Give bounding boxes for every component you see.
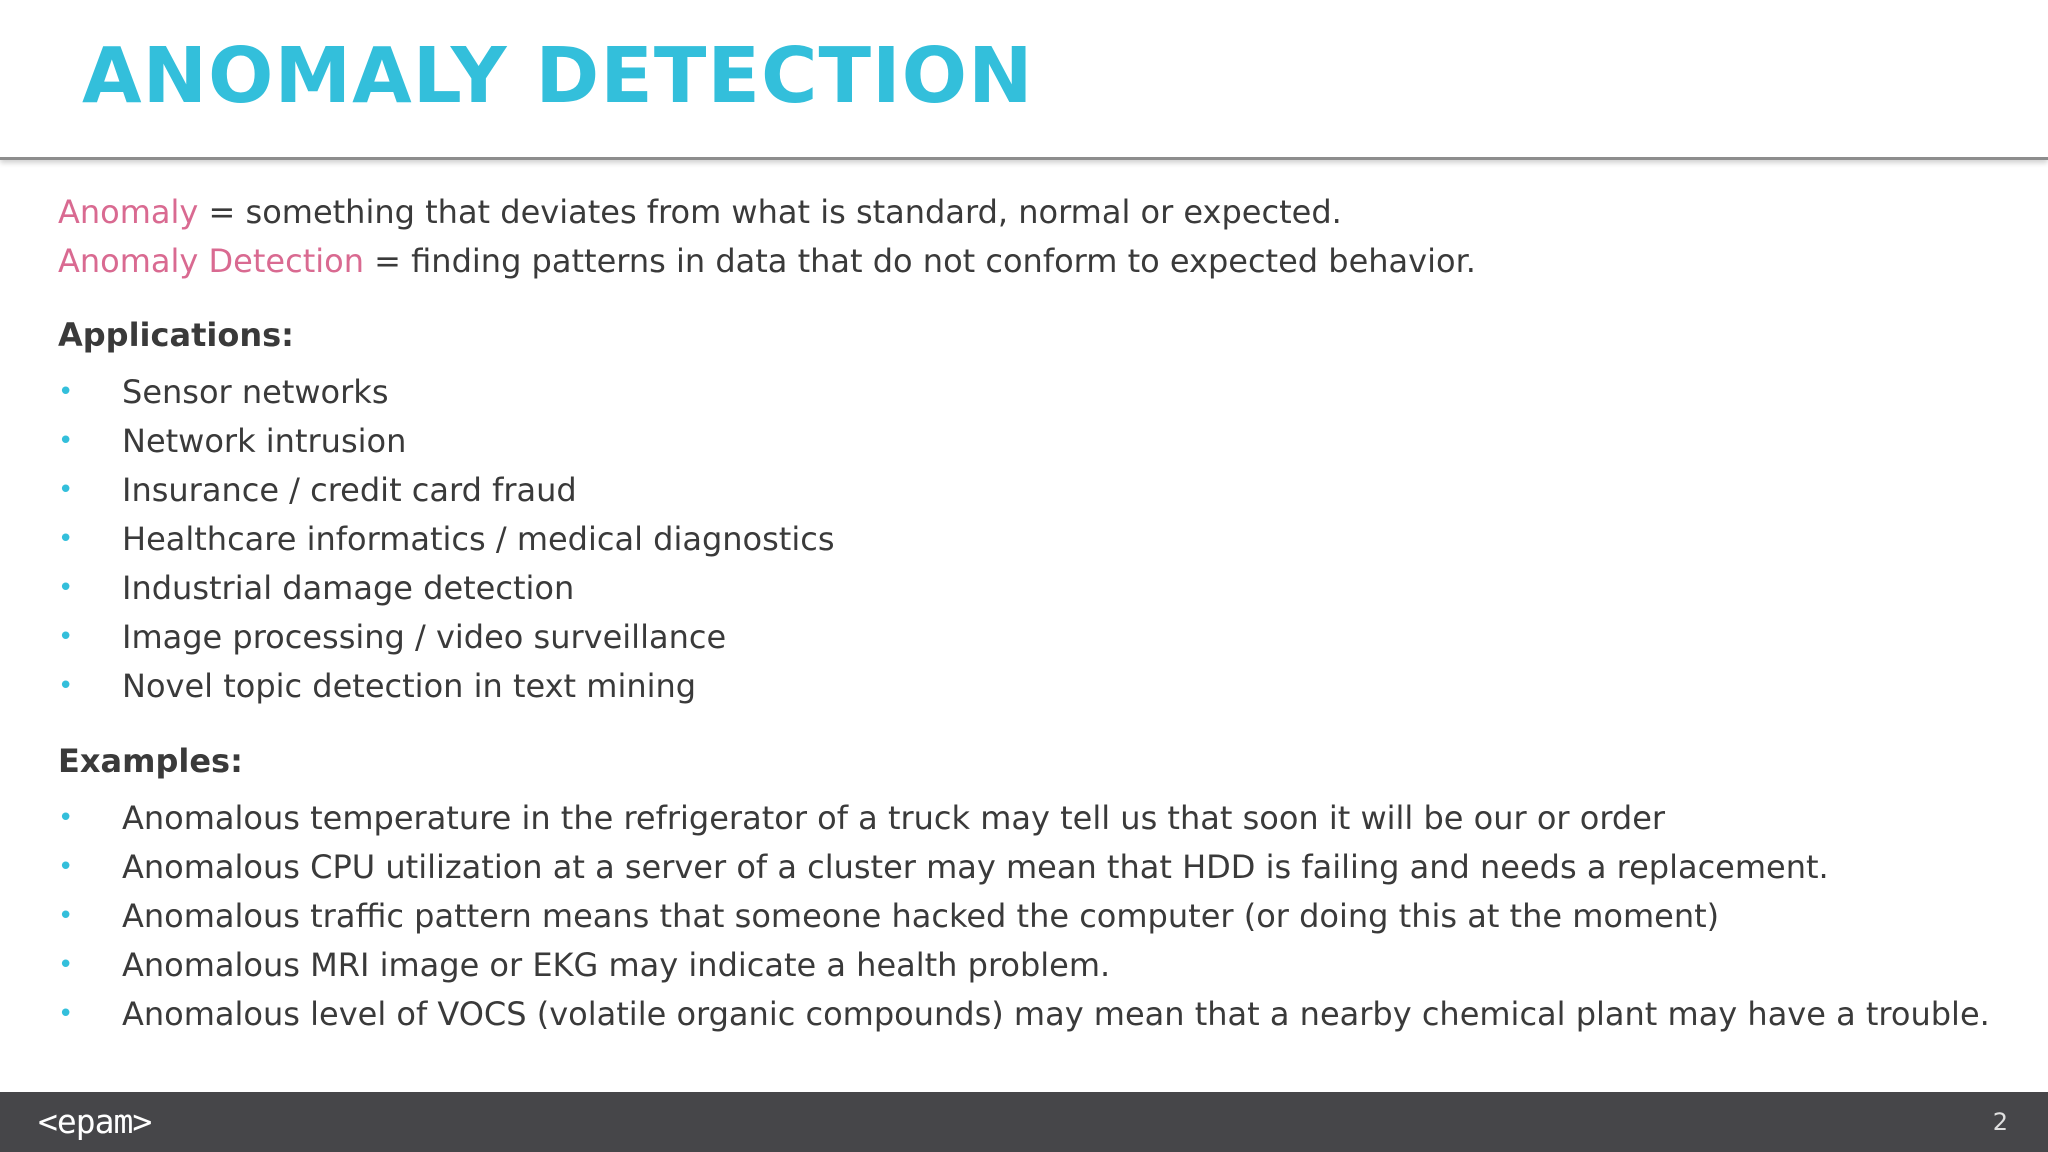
bullet-icon: • [58,999,74,1029]
bullet-icon: • [58,950,74,980]
list-item [58,613,2008,662]
bullet-icon: • [58,475,74,505]
bullet-icon: • [58,622,74,652]
definition-text: = something that deviates from what is standard, normal or expected. [198,193,1342,231]
definition-anomaly [58,188,2008,237]
definition-anomaly-detection [58,237,2008,286]
slide-content [58,188,2008,1039]
list-item-text: Network intrusion [122,422,407,460]
list-item-text: Sensor networks [122,373,389,411]
list-item-text: Anomalous level of VOCS (volatile organic compounds) may mean that a nearby chemical plant may have a trouble. [122,995,1990,1033]
bullet-icon: • [58,803,74,833]
slide-title: ANOMALY DETECTION [82,32,1034,121]
list-item-text: Anomalous MRI image or EKG may indicate a health problem. [122,946,1111,984]
definition-text: = finding patterns in data that do not conform to expected behavior. [363,242,1476,280]
bullet-icon: • [58,852,74,882]
bullet-icon: • [58,671,74,701]
list-item [58,990,2008,1039]
bullet-icon: • [58,901,74,931]
list-item-text: Insurance / credit card fraud [122,471,577,509]
examples-heading: Examples: [58,742,243,780]
list-item [58,417,2008,466]
list-item [58,794,2008,843]
list-item-text: Anomalous CPU utilization at a server of a cluster may mean that HDD is failing and needs a replacement. [122,848,1829,886]
applications-heading: Applications: [58,316,294,354]
list-item [58,941,2008,990]
bullet-icon: • [58,426,74,456]
list-item [58,515,2008,564]
list-item-text: Novel topic detection in text mining [122,667,697,705]
list-item [58,466,2008,515]
bullet-icon: • [58,524,74,554]
slide-footer [0,1092,2048,1152]
examples-list [58,794,2008,1039]
list-item [58,368,2008,417]
bullet-icon: • [58,377,74,407]
list-item-text: Industrial damage detection [122,569,575,607]
slide-header [0,0,2048,160]
list-item [58,662,2008,711]
list-item-text: Anomalous temperature in the refrigerator of a truck may tell us that soon it will be our or order [122,799,1666,837]
epam-logo: <epam> [38,1102,152,1141]
list-item [58,843,2008,892]
list-item [58,892,2008,941]
applications-list [58,368,2008,711]
list-item-text: Healthcare informatics / medical diagnostics [122,520,835,558]
list-item-text: Anomalous traffic pattern means that someone hacked the computer (or doing this at the moment) [122,897,1720,935]
definition-term: Anomaly Detection [58,242,364,280]
list-item-text: Image processing / video surveillance [122,618,727,656]
definition-term: Anomaly [58,193,199,231]
bullet-icon: • [58,573,74,603]
page-number: 2 [1992,1108,2008,1136]
list-item [58,564,2008,613]
